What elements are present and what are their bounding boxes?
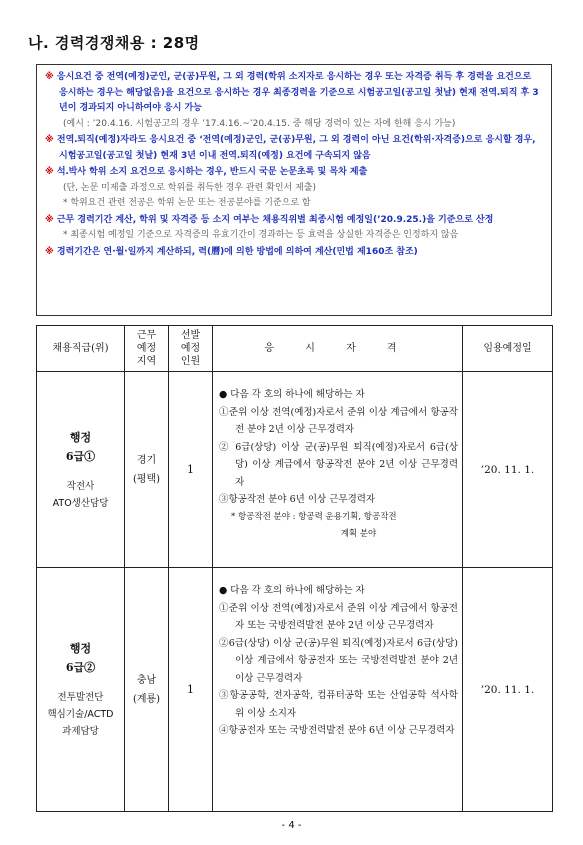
- location-line: (계룡): [132, 693, 161, 705]
- department-line: 핵심기술/ACTD: [47, 709, 114, 720]
- note-text: 응시요건 중 전역(예정)군인, 군(공)무원, 그 외 경력(학위 소지자로 응시하는 경우 또는 자격증 취득 후 경력을 요건으로 응시하는 경우는 해당없음)을 요건으로 응시하는 경우 최종경력을 기준으로 시험공고일(공고일 첫날) 현재 전역․퇴직 후 3년이 경과되지 아니하여야 응시 가능: [56, 72, 539, 113]
- qualification-footnote: * 항공작전 분야 : 항공력 운용기획, 항공작전: [231, 511, 397, 522]
- qualification-item: ①준위 이상 전역(예정)자로서 준위 이상 계급에서 항공전자 또는 국방전력발전 분야 2년 이상 근무경력자: [219, 602, 458, 631]
- notice-item: [45, 133, 543, 164]
- header-qualification: 응 시 자 격: [213, 326, 463, 372]
- qualification-cell: [213, 372, 463, 568]
- header-position: 채용직급(위): [37, 326, 125, 372]
- qualification-item: ②6급(상당) 이상 군(공)무원 퇴직(예정)자로서 6급(상당) 이상 계급에서 항공전자 또는 국방전력발전 분야 2년 이상 근무경력자: [219, 637, 458, 684]
- note-mark: ※: [45, 135, 54, 145]
- notice-item: [45, 213, 543, 244]
- position-cell: [37, 372, 125, 568]
- department-line: 작전사: [66, 480, 95, 492]
- notice-item: [45, 165, 543, 212]
- note-sub: * 최종시험 예정일 기준으로 자격증의 유효기간이 경과하는 등 효력을 상실한 자격증은 인정하지 않음: [63, 230, 459, 240]
- location-line: (평택): [132, 473, 161, 485]
- date-cell: ’20. 11. 1.: [463, 568, 553, 812]
- qualification-lead: ● 다음 각 호의 하나에 해당하는 자: [219, 389, 365, 400]
- note-mark: ※: [45, 72, 54, 82]
- notice-box: [36, 64, 552, 316]
- table-row: [37, 568, 553, 812]
- header-count: 선발 예정 인원: [169, 326, 213, 372]
- note-sub: * 학위요건 관련 전공은 학위 논문 또는 전공분야를 기준으로 함: [63, 198, 311, 208]
- department: [37, 478, 124, 512]
- qualification-cell: [213, 568, 463, 812]
- note-sub: (예시 : ’20.4.16. 시험공고의 경우 ’17.4.16.~’20.4.15. 중 해당 경력이 있는 자에 한해 응시 가능): [63, 118, 456, 129]
- qualification-item: ③항공공학, 전자공학, 컴퓨터공학 또는 산업공학 석사학위 이상 소지자: [219, 690, 458, 719]
- note-mark: ※: [45, 167, 54, 177]
- note-sub: (단, 논문 미제출 과정으로 학위를 취득한 경우 관련 확인서 제출): [63, 182, 316, 193]
- rank: 행정: [69, 430, 92, 444]
- department-line: 과제담당: [62, 726, 99, 737]
- qualification-footnote: 계획 분야: [340, 529, 377, 539]
- grade: 6급②: [65, 661, 96, 674]
- qualification-item: ③항공작전 분야 6년 이상 근무경력자: [219, 494, 376, 505]
- count-cell: 1: [169, 372, 213, 568]
- qualification-item: ④항공전자 또는 국방전력발전 분야 6년 이상 근무경력자: [219, 725, 455, 736]
- table-header-row: [37, 326, 553, 372]
- qualification-lead: ● 다음 각 호의 하나에 해당하는 자: [219, 585, 365, 596]
- table-row: [37, 372, 553, 568]
- location-cell: [125, 568, 169, 812]
- qualification-item: ② 6급(상당) 이상 군(공)무원 퇴직(예정)자로서 6급(상당) 이상 계급에서 항공작전 분야 2년 이상 근무경력자: [219, 441, 458, 488]
- header-location: 근무 예정 지역: [125, 326, 169, 372]
- department: [37, 689, 124, 740]
- section-title: 나. 경력경쟁채용 : 28명: [28, 34, 200, 52]
- department-line: 전투발전단: [57, 692, 104, 703]
- grade: 6급①: [65, 449, 96, 463]
- page-number: - 4 -: [281, 820, 302, 831]
- header-date: 임용예정일: [463, 326, 553, 372]
- count-cell: 1: [169, 568, 213, 812]
- location-line: 경기: [136, 454, 157, 466]
- qualification-item: ①준위 이상 전역(예정)자로서 준위 이상 계급에서 항공작전 분야 2년 이상 근무경력자: [219, 406, 458, 435]
- notice-item: [45, 70, 543, 132]
- department-line: ATO생산담당: [52, 497, 109, 509]
- date-cell: ’20. 11. 1.: [463, 372, 553, 568]
- location-cell: [125, 372, 169, 568]
- note-text: 경력기간은 연·월·일까지 계산하되, 력(曆)에 의한 방법에 의하여 계산(민법 제160조 참조): [56, 246, 418, 257]
- position-cell: [37, 568, 125, 812]
- notice-item: [45, 245, 543, 261]
- recruitment-table: [36, 325, 553, 812]
- note-text: 석․박사 학위 소지 요건으로 응시하는 경우, 반드시 국문 논문초록 및 목차 제출: [56, 167, 368, 177]
- note-text: 전역․퇴직(예정)자라도 응시요건 중 ‘전역(예정)군인, 군(공)무원, 그 외 경력이 아닌 요건(학위·자격증)으로 응시할 경우, 시험공고일(공고일 첫날) 현재 3년 이내 전역․퇴직(예정) 요건에 구속되지 않음: [56, 135, 536, 161]
- note-text: 근무 경력기간 계산, 학위 및 자격증 등 소지 여부는 채용직위별 최종시험 예정일(’20.9.25.)을 기준으로 산정: [56, 214, 494, 225]
- location-line: 충남: [136, 674, 157, 686]
- rank: 행정: [69, 642, 92, 655]
- note-mark: ※: [45, 246, 54, 257]
- note-mark: ※: [45, 214, 54, 225]
